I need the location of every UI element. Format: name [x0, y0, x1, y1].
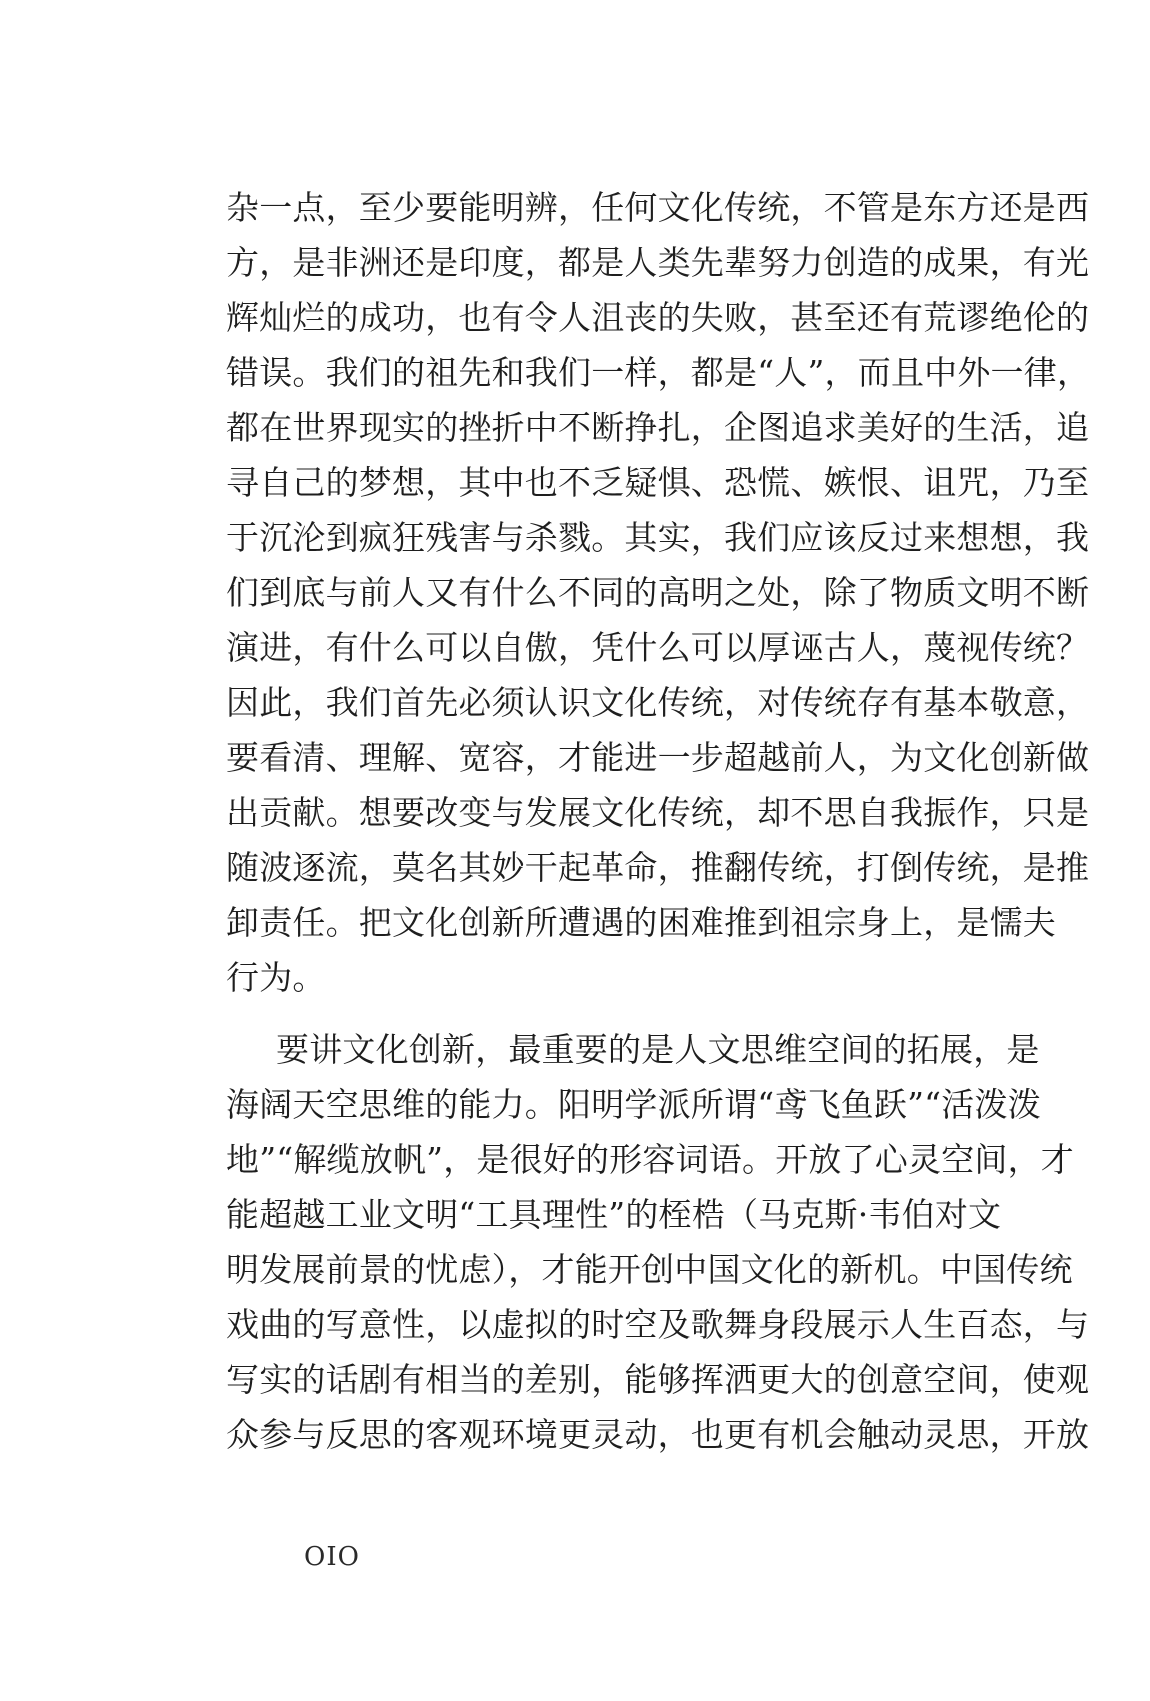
text-line: 们到底与前人又有什么不同的高明之处，除了物质文明不断: [226, 573, 1090, 612]
text-line: 因此，我们首先必须认识文化传统，对传统存有基本敬意，: [226, 683, 1090, 722]
text-line: 于沉沦到疯狂残害与杀戮。其实，我们应该反过来想想，我: [226, 518, 1090, 557]
text-line: 方，是非洲还是印度，都是人类先辈努力创造的成果，有光: [226, 243, 1090, 282]
text-line: 寻自己的梦想，其中也不乏疑惧、恐慌、嫉恨、诅咒，乃至: [226, 463, 1090, 502]
text-line: 海阔天空思维的能力。阳明学派所谓“鸢飞鱼跃”“活泼泼: [226, 1085, 1041, 1124]
text-line: 写实的话剧有相当的差别，能够挥洒更大的创意空间，使观: [226, 1360, 1090, 1399]
text-line: 出贡献。想要改变与发展文化传统，却不思自我振作，只是: [226, 793, 1090, 832]
text-line: 明发展前景的忧虑），才能开创中国文化的新机。中国传统: [226, 1250, 1073, 1289]
text-line: 众参与反思的客观环境更灵动，也更有机会触动灵思，开放: [226, 1415, 1090, 1454]
text-line: 戏曲的写意性，以虚拟的时空及歌舞身段展示人生百态，与: [226, 1305, 1090, 1344]
text-line: 地”“解缆放帆”，是很好的形容词语。开放了心灵空间，才: [226, 1140, 1075, 1179]
text-line: 演进，有什么可以自傲，凭什么可以厚诬古人，蔑视传统？: [226, 628, 1090, 667]
text-line: 卸责任。把文化创新所遭遇的困难推到祖宗身上，是懦夫: [226, 903, 1056, 942]
text-line: 能超越工业文明“工具理性”的桎梏（马克斯·韦伯对文: [226, 1195, 1002, 1234]
text-line: 要看清、理解、宽容，才能进一步超越前人，为文化创新做: [226, 738, 1090, 777]
paragraph-first-line: 要讲文化创新，最重要的是人文思维空间的拓展，是: [276, 1030, 1040, 1069]
page-number: OIO: [304, 1542, 360, 1572]
text-line: 杂一点，至少要能明辨，任何文化传统，不管是东方还是西: [226, 188, 1090, 227]
text-line: 错误。我们的祖先和我们一样，都是“人”，而且中外一律，: [226, 353, 1091, 392]
text-line: 辉灿烂的成功，也有令人沮丧的失败，甚至还有荒谬绝伦的: [226, 298, 1090, 337]
text-line: 都在世界现实的挫折中不断挣扎，企图追求美好的生活，追: [226, 408, 1090, 447]
text-line: 行为。: [226, 958, 326, 997]
text-line: 随波逐流，莫名其妙干起革命，推翻传统，打倒传统，是推: [226, 848, 1090, 887]
